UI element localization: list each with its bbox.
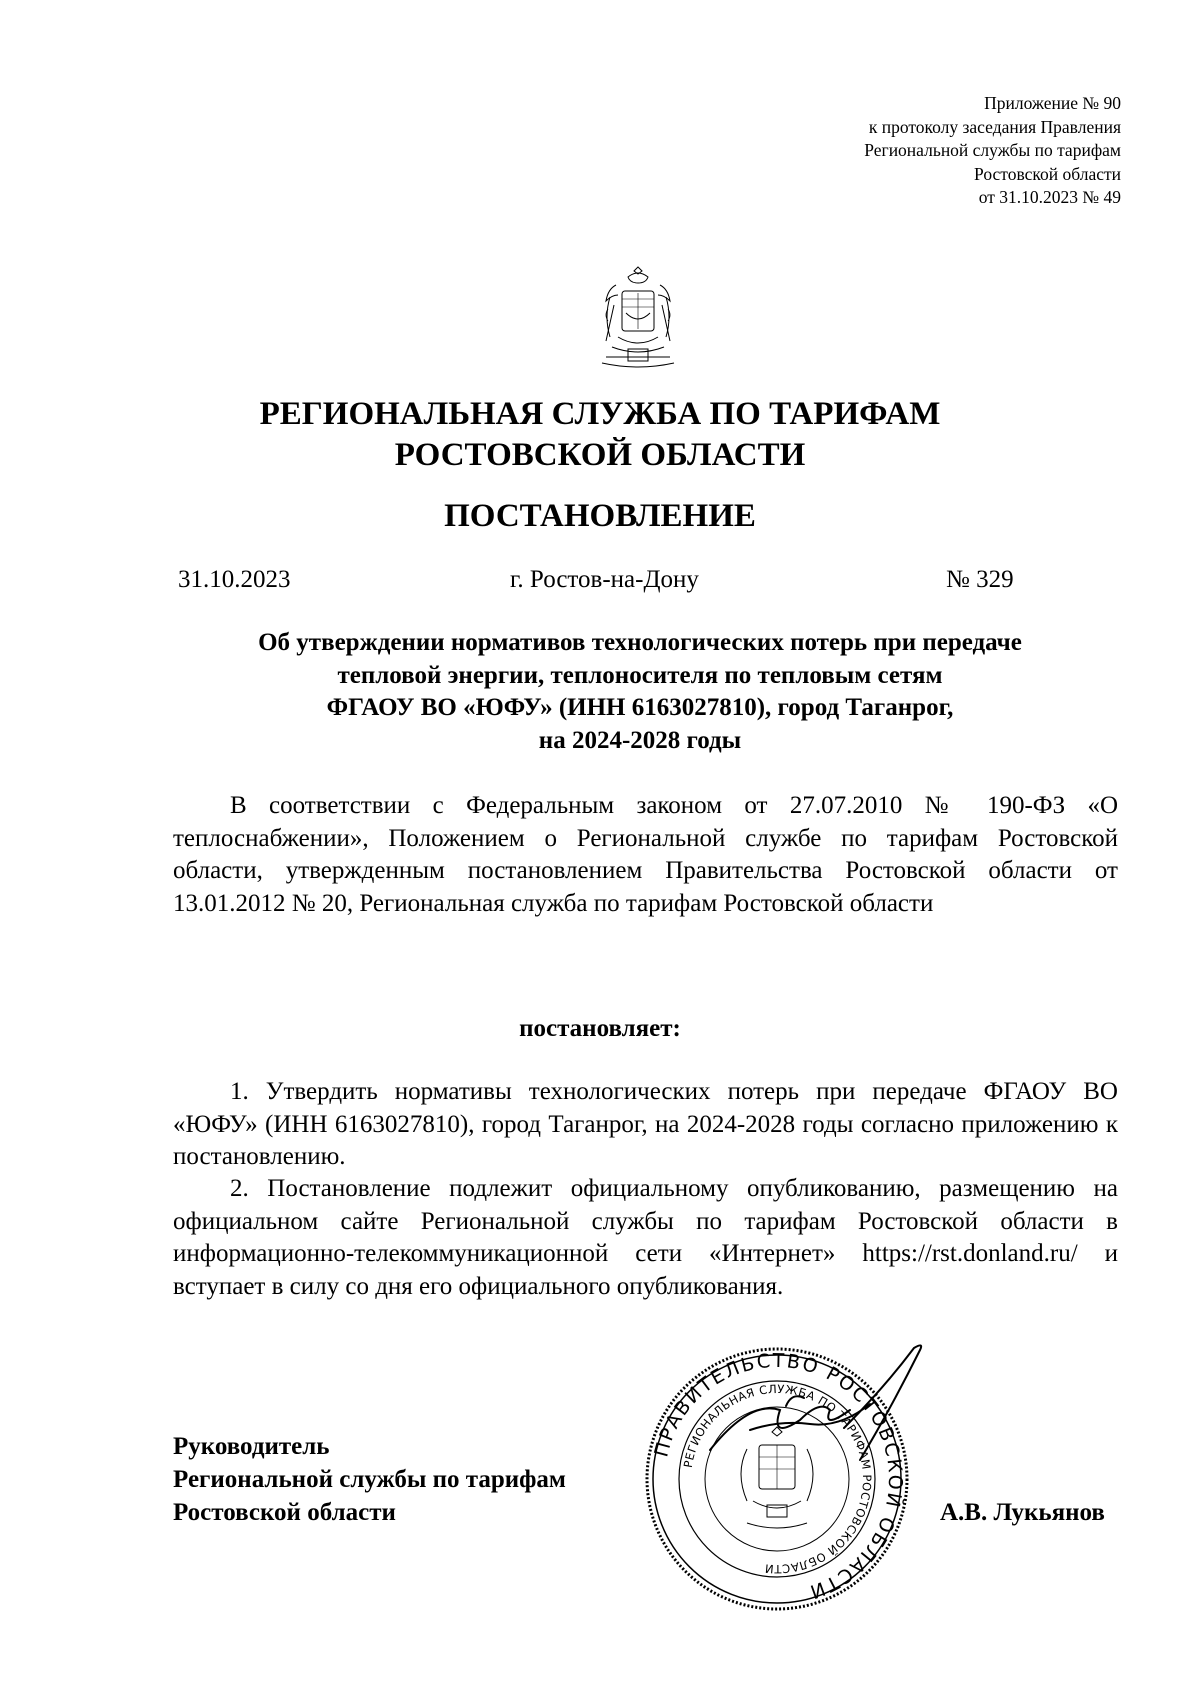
handwritten-signature-icon xyxy=(690,1340,940,1480)
resolves-heading: постановляет: xyxy=(519,1015,681,1042)
document-number: № 329 xyxy=(946,566,1014,593)
signatory-title-line: Ростовской области xyxy=(173,1499,396,1526)
document-date: 31.10.2023 xyxy=(178,566,291,593)
subject-line: тепловой энергии, теплоносителя по тепловым сетям xyxy=(337,661,943,689)
preamble-text: В соответствии с Федеральным законом от 27.07.2010 № 190-ФЗ «О теплоснабжении», Положением о Региональной службе по тарифам Ростовской области, утвержденным постановлением Правительства Ростовской области от 13.01.2012 № 20, Региональная служба по тарифам Ростовской области xyxy=(173,792,1118,917)
organization-title xyxy=(0,394,1200,476)
organization-line: РОСТОВСКОЙ ОБЛАСТИ xyxy=(394,437,806,473)
signatory-title-line: Руководитель xyxy=(173,1433,330,1460)
subject-line: Об утверждении нормативов технологических потерь при передаче xyxy=(258,629,1022,656)
annex-line: Приложение № 90 xyxy=(984,93,1121,113)
item-2-paragraph xyxy=(173,1173,1118,1303)
coat-of-arms-icon xyxy=(592,263,684,371)
seal-inner-text: РЕГИОНАЛЬНАЯ СЛУЖБА ПО ТАРИФАМ РОСТОВСКОЙ ОБЛАСТИ xyxy=(680,1381,875,1577)
item-2-text: 2. Постановление подлежит официальному опубликованию, размещению на официальном сайте Региональной службы по тарифам Ростовской области в информационно-телекоммуникационной сети «Интернет» https://rst.donland.ru/ и вступает в силу со дня его официального опубликования. xyxy=(173,1175,1118,1300)
seal-outer-text: ПРАВИТЕЛЬСТВО РОСТОВСКОЙ ОБЛАСТИ xyxy=(650,1349,907,1604)
item-1-text: 1. Утвердить нормативы технологических потерь при передаче ФГАОУ ВО «ЮФУ» (ИНН 6163027810), город Таганрог, на 2024-2028 годы согласно приложению к постановлению. xyxy=(173,1078,1118,1170)
subject-line: на 2024-2028 годы xyxy=(538,726,742,754)
document-type: ПОСТАНОВЛЕНИЕ xyxy=(444,498,756,534)
preamble-paragraph xyxy=(173,790,1118,920)
signatory-name: А.В. Лукьянов xyxy=(940,1499,1105,1526)
annex-line: Ростовской области xyxy=(974,163,1121,184)
document-subject xyxy=(160,627,1120,757)
signatory-title-line: Региональной службы по тарифам xyxy=(173,1466,566,1493)
subject-line: ФГАОУ ВО «ЮФУ» (ИНН 6163027810), город Таганрог, xyxy=(326,694,954,721)
item-1-paragraph xyxy=(173,1076,1118,1174)
document-city: г. Ростов-на-Дону xyxy=(510,566,699,593)
signatory-title xyxy=(173,1430,566,1529)
annex-line: от 31.10.2023 № 49 xyxy=(978,187,1121,207)
annex-line: Региональной службы по тарифам xyxy=(864,140,1121,160)
annex-note xyxy=(701,92,1121,210)
annex-line: к протоколу заседания Правления xyxy=(868,116,1121,137)
organization-line: РЕГИОНАЛЬНАЯ СЛУЖБА ПО ТАРИФАМ xyxy=(259,396,941,432)
